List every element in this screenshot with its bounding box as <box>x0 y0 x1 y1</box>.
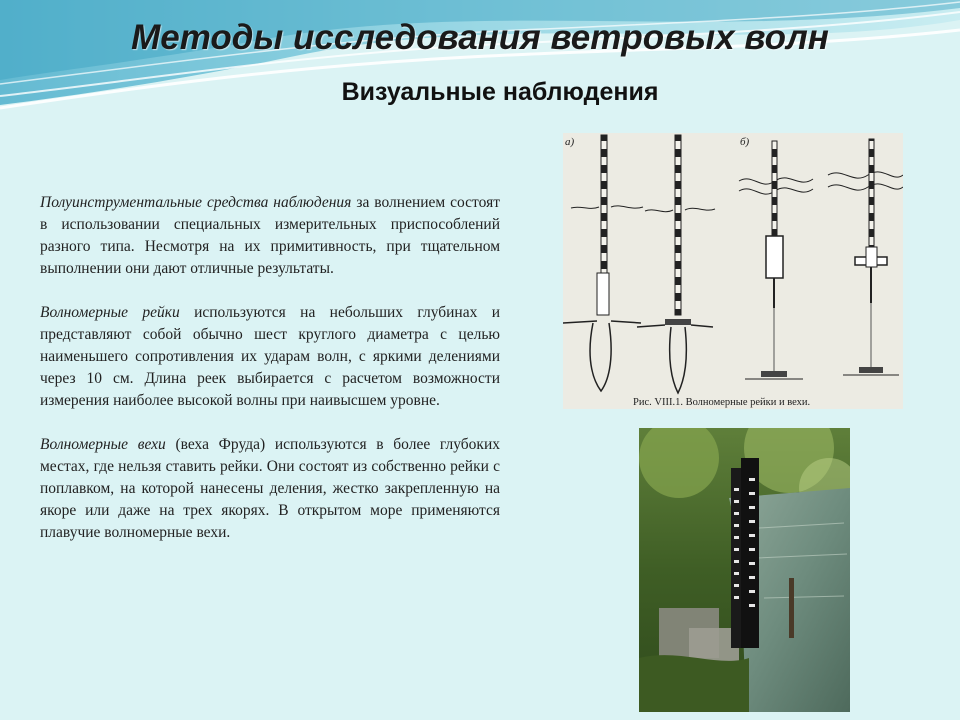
staff-1 <box>563 135 643 391</box>
water-gauge-photo <box>639 428 850 712</box>
paragraph-text: за волнением состоят в использовании специальных измерительных приспособлений разного типа. Несмотря на их примитивность, при тщательном выполнении они дают отличные результаты. <box>40 194 500 277</box>
page-title: Методы исследования ветровых волн <box>131 18 829 57</box>
pole-4 <box>828 139 903 375</box>
paragraph-text: (веха Фруда) используются в более глубоких местах, где нельзя ставить рейки. Они состоят из собственно рейки с поплавком, на которой нанесены деления, жестко закрепленную на якоре или даже на трех якорях. В открытом море применяются плавучие волномерные вехи. <box>40 436 500 541</box>
paragraph-text: используются на небольших глубинах и представляют собой обычно шест круглого диаметра с целью наименьшего сопротивления их ударам волн, с яркими делениями через 10 см. Длина реек выбирается с расчетом возможности измерения наиболее высокой волны при наивысшем уровне. <box>40 304 500 409</box>
wave-staff-diagram <box>563 133 903 409</box>
term-label: Волномерные вехи <box>40 436 166 453</box>
paragraph-wave-poles <box>40 434 500 544</box>
paragraph-wave-staffs <box>40 302 500 412</box>
term-label: Волномерные рейки <box>40 304 180 321</box>
figure-label-a: а) <box>565 136 575 148</box>
page-subtitle: Визуальные наблюдения <box>341 78 659 106</box>
paragraph-semi-instrumental <box>40 192 500 280</box>
term-label: Полуинструментальные средства наблюдения <box>40 194 352 211</box>
figure-caption: Рис. VIII.1. Волномерные рейки и вехи. <box>633 397 811 408</box>
staff-2 <box>637 135 715 393</box>
pole-3 <box>739 141 813 379</box>
body-text <box>40 192 500 566</box>
figure-label-b: б) <box>740 136 750 148</box>
